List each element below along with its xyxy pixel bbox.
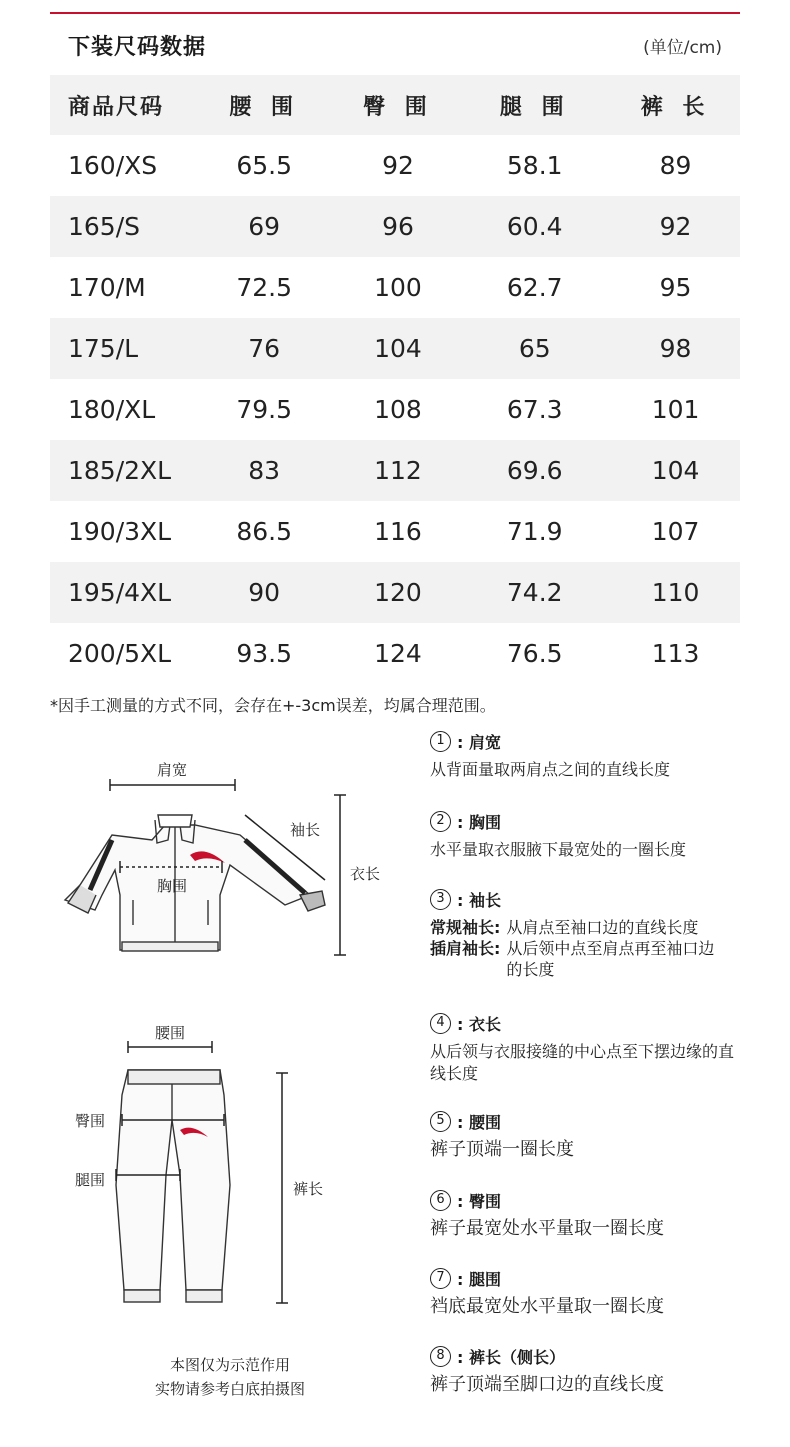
waist-cell: 83: [248, 456, 281, 485]
definition-title: : 衣长: [457, 1015, 501, 1034]
table-row: [50, 501, 740, 562]
waist-cell: 79.5: [236, 395, 292, 424]
waist-cell: 72.5: [236, 273, 292, 302]
sub-label: 插肩袖长:: [430, 939, 501, 958]
waist-cell: 69: [248, 212, 281, 241]
definition-title: : 胸围: [457, 813, 501, 832]
sub-text: 从肩点至袖口边的直线长度: [506, 918, 699, 937]
thigh-cell: 71.9: [506, 517, 563, 546]
label-thigh: 腿围: [74, 1171, 106, 1189]
page-title: 下装尺码数据: [68, 35, 207, 60]
waist-cell: 65.5: [236, 151, 292, 180]
table-row: [50, 257, 740, 318]
hip-cell: 108: [374, 395, 422, 424]
number-badge: 5: [430, 1111, 451, 1132]
table-row: [50, 318, 740, 379]
caption-line-1: 本图仅为示范作用: [169, 1356, 290, 1374]
top-accent-line: [50, 12, 740, 14]
hip-cell: 104: [374, 334, 422, 363]
length-cell: 107: [651, 517, 700, 546]
length-cell: 104: [651, 456, 700, 485]
waist-cell: 93.5: [236, 639, 292, 668]
definition-title: : 腰围: [457, 1113, 501, 1132]
number-badge: 1: [430, 731, 451, 752]
table-header-row: [50, 75, 740, 135]
definition-body-length: [430, 1012, 740, 1085]
length-cell: 89: [659, 151, 692, 180]
hip-cell: 124: [374, 639, 422, 668]
definition-title: : 腿围: [457, 1270, 501, 1289]
column-header-length: 裤 长: [640, 94, 711, 120]
definition-title: : 肩宽: [457, 733, 501, 752]
definition-title: : 袖长: [457, 891, 501, 910]
column-header-size: 商品尺码: [68, 94, 165, 120]
label-chest: 胸围: [156, 877, 188, 895]
length-cell: 95: [659, 273, 692, 302]
label-body-length: 衣长: [349, 865, 381, 883]
jacket-illustration: [65, 815, 325, 951]
size-cell: 195/4XL: [68, 578, 172, 607]
column-header-thigh: 腿 围: [499, 94, 570, 120]
table-row: [50, 196, 740, 257]
definition-text: 裤子最宽处水平量取一圈长度: [430, 1218, 664, 1239]
waist-cell: 76: [248, 334, 281, 363]
thigh-cell: 69.6: [506, 456, 563, 485]
definition-pants-length: [430, 1345, 664, 1396]
measurement-diagram: [40, 745, 410, 1345]
sub-label: 常规袖长:: [430, 918, 501, 937]
hip-cell: 112: [374, 456, 422, 485]
label-shoulder: 肩宽: [156, 761, 188, 779]
size-cell: 190/3XL: [68, 517, 172, 546]
thigh-cell: 58.1: [506, 151, 563, 180]
definition-waist: [430, 1110, 574, 1161]
definition-title: : 裤长（侧长）: [457, 1348, 565, 1367]
label-waist: 腰围: [154, 1024, 186, 1042]
size-cell: 200/5XL: [68, 639, 172, 668]
waist-cell: 90: [248, 578, 281, 607]
definition-thigh: [430, 1267, 664, 1318]
thigh-cell: 67.3: [506, 395, 563, 424]
sub-text: 从后领中点至肩点再至袖口边的长度: [506, 939, 715, 979]
number-badge: 7: [430, 1268, 451, 1289]
hip-cell: 92: [382, 151, 414, 180]
unit-label: (单位/cm): [643, 38, 722, 58]
diagram-caption: [110, 1353, 350, 1401]
definition-text: 裤子顶端一圈长度: [430, 1139, 574, 1160]
hip-cell: 100: [374, 273, 422, 302]
hip-cell: 96: [382, 212, 414, 241]
size-cell: 185/2XL: [68, 456, 172, 485]
size-cell: 165/S: [68, 212, 141, 241]
definition-text: 从后领与衣服接缝的中心点至下摆边缘的直线长度: [430, 1042, 735, 1083]
length-cell: 110: [651, 578, 700, 607]
definition-text: 裤子顶端至脚口边的直线长度: [430, 1374, 664, 1395]
definition-shoulder: [430, 730, 670, 781]
definition-text: 裆底最宽处水平量取一圈长度: [430, 1296, 664, 1317]
thigh-cell: 76.5: [506, 639, 563, 668]
column-header-hip: 臀 围: [363, 94, 433, 120]
size-cell: 170/M: [68, 273, 146, 302]
number-badge: 8: [430, 1346, 451, 1367]
measurement-note: *因手工测量的方式不同，会存在+-3cm误差，均属合理范围。: [50, 696, 496, 715]
table-row: [50, 623, 740, 684]
pants-illustration: [116, 1070, 230, 1302]
definition-chest: [430, 810, 686, 861]
label-hip: 臀围: [74, 1112, 106, 1130]
column-header-waist: 腰 围: [229, 94, 299, 120]
definition-text: 从背面量取两肩点之间的直线长度: [430, 760, 671, 779]
number-badge: 6: [430, 1190, 451, 1211]
label-sleeve: 袖长: [289, 821, 321, 839]
thigh-cell: 60.4: [506, 212, 563, 241]
table-row: [50, 440, 740, 501]
size-cell: 160/XS: [68, 151, 158, 180]
hip-cell: 116: [374, 517, 422, 546]
length-cell: 98: [659, 334, 692, 363]
table-row: [50, 379, 740, 440]
label-pants-length: 裤长: [292, 1180, 324, 1198]
length-cell: 92: [659, 212, 692, 241]
number-badge: 4: [430, 1013, 451, 1034]
length-cell: 101: [651, 395, 700, 424]
caption-line-2: 实物请参考白底拍摄图: [154, 1380, 305, 1398]
thigh-cell: 62.7: [506, 273, 563, 302]
hip-cell: 120: [374, 578, 422, 607]
size-cell: 175/L: [68, 334, 139, 363]
size-cell: 180/XL: [68, 395, 156, 424]
definition-sleeve: [430, 888, 726, 980]
table-row: [50, 135, 740, 196]
number-badge: 3: [430, 889, 451, 910]
length-cell: 113: [651, 639, 700, 668]
table-row: [50, 562, 740, 623]
number-badge: 2: [430, 811, 451, 832]
definition-text: 水平量取衣服腋下最宽处的一圈长度: [430, 840, 687, 859]
size-table: [50, 75, 740, 684]
definition-title: : 臀围: [457, 1192, 501, 1211]
thigh-cell: 65: [518, 334, 551, 363]
thigh-cell: 74.2: [506, 578, 563, 607]
definition-hip: [430, 1189, 664, 1240]
waist-cell: 86.5: [236, 517, 292, 546]
